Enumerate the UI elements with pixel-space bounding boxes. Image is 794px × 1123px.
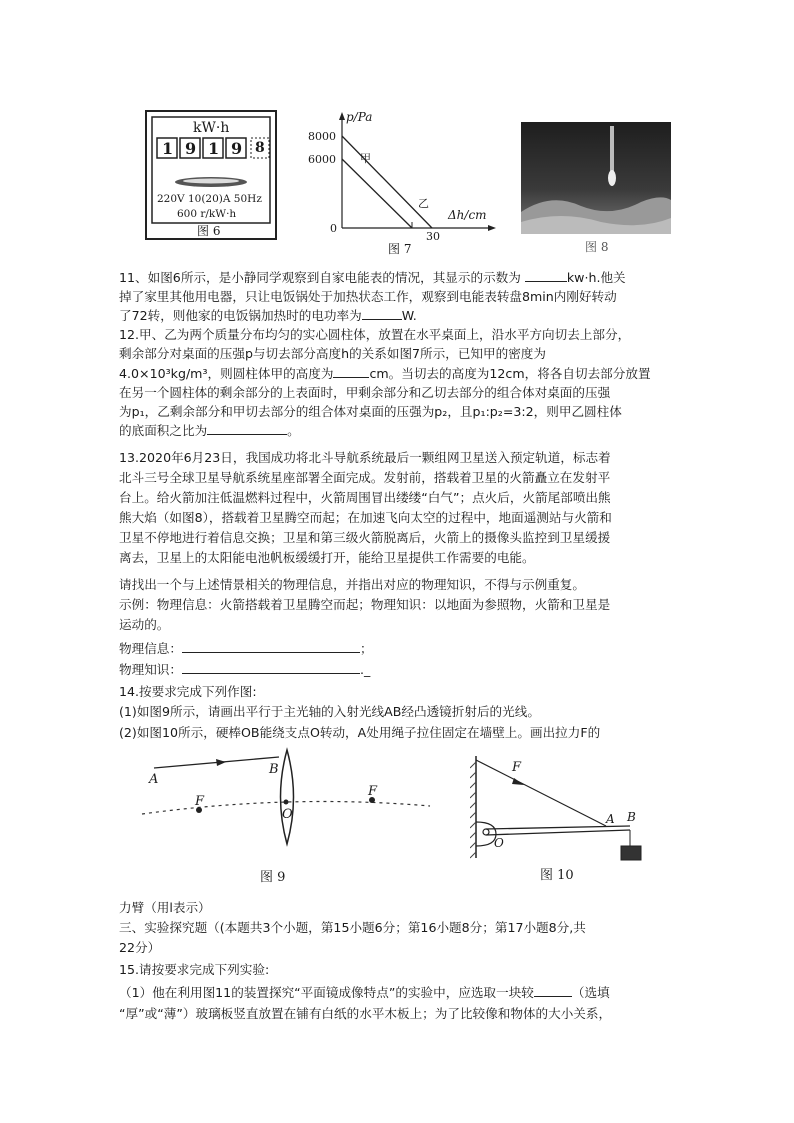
fig9-label-F-right: F [368,784,378,799]
figure-8-rocket-photo [521,122,671,254]
fig9-label-F-left: F [195,794,205,809]
q12-line-4: 在另一个圆柱体的剩余部分的上表面时，甲剩余部分和乙切去部分的组合体对桌面的压强 [119,385,611,400]
q11-line-2: 掉了家里其他用电器，只让电饭锅处于加热状态工作，观察到电能表转盘8min内刚好转动 [119,289,617,304]
q12-line-6: 的底面积之比为 。 [119,423,300,438]
q12-line-1: 12.甲、乙为两个质量分布均匀的实心圆柱体，放置在水平桌面上，沿水平方向切去上部分， [119,327,631,342]
q12-blank-height[interactable] [333,377,369,378]
meter-unit: kW·h [193,120,230,136]
q13-line-1: 13.2020年6月23日，我国成功将北斗导航系统最后一颗组网卫星送入预定轨道，标志着 [119,450,611,465]
meter-digit-4: 9 [231,139,243,158]
meter-digit-1: 1 [162,139,174,158]
q14-line-3: (2)如图10所示，硬棒OB能绕支点O转动，A处用绳子拉住固定在墙壁上。画出拉力F的 [119,725,601,740]
q13-line-6: 离去，卫星上的太阳能电池帆板缓缓打开，能给卫星提供工作需要的电能。 [119,550,535,565]
q14-line-1: 14.按要求完成下列作图: [119,684,257,699]
q11-line-1: 11、如图6所示，是小静同学观察到自家电能表的情况，其显示的示数为 kw·h.他关 [119,270,626,285]
fig10-label-F: F [512,760,522,775]
figure-9-caption: 图 9 [260,870,286,885]
q13-physics-knowledge-blank[interactable] [182,673,360,674]
meter-spec: 220V 10(20)A 50Hz [157,193,262,205]
fig10-label-O: O [494,836,504,850]
meter-rate: 600 r/kW·h [177,208,237,220]
figure-10-lever [470,752,660,886]
meter-digit-decimal: 8 [255,140,265,156]
q12-line-5: 为p₁，乙剩余部分和甲切去部分的组合体对桌面的压强为p₂，且p₁:p₂=3:2，则甲乙圆柱体 [119,404,622,419]
section-3-line-1: 三、实验探究题（(本题共3个小题，第15小题6分；第16小题8分；第17小题8分,共 [119,920,586,935]
fig10-label-B: B [627,810,636,824]
origin-label: 0 [330,222,337,235]
q11-blank-power[interactable] [362,319,402,320]
q15-line-3: “厚”或“薄”）玻璃板竖直放置在铺有白纸的水平木板上；为了比较像和物体的大小关系， [119,1006,612,1021]
q13-line-9: 运动的。 [119,617,170,632]
q13-line-3: 台上。给火箭加注低温燃料过程中，火箭周围冒出缕缕“白气”；点火后，火箭尾部喷出熊 [119,490,611,505]
q13-physics-info-row: 物理信息： ； [119,641,373,656]
series-label-jia: 甲 [360,152,371,165]
figure-8-caption: 图 8 [585,240,609,254]
q12-line-2: 剩余部分对桌面的压强p与切去部分高度h的关系如图7所示，已知甲的密度为 [119,346,546,361]
meter-digit-3: 1 [208,139,220,158]
q13-line-4: 熊大焰（如图8），搭载着卫星腾空而起；在加速飞向太空的过程中，地面遥测站与火箭和 [119,510,612,525]
fig9-label-A: A [149,772,159,787]
q11-line-3: 了72转，则他家的电饭锅加热时的电功率为 W. [119,308,417,323]
q15-blank-thickness[interactable] [534,996,572,997]
figure-7-caption: 图 7 [388,242,412,256]
q13-physics-knowledge-row: 物理知识： ._ [119,662,371,677]
meter-digit-2: 9 [185,139,197,158]
y-tick-8000: 8000 [308,130,336,143]
q12-line-3: 4.0×10³kg/m³，则圆柱体甲的高度为 cm。当切去的高度为12cm，将各自切去部分放置 [119,366,651,381]
figure-10-caption: 图 10 [540,868,574,883]
section-3-line-2: 22分） [119,940,161,955]
q13-physics-info-blank[interactable] [182,652,360,653]
y-tick-6000: 6000 [308,153,336,166]
q13-line-8: 示例：物理信息：火箭搭载着卫星腾空而起；物理知识：以地面为参照物，火箭和卫星是 [119,597,611,612]
y-axis-label: p/Pa [346,110,373,124]
q11-blank-reading[interactable] [525,281,567,282]
figure-9-convex-lens [138,742,438,888]
x-axis-label: Δh/cm [448,208,487,222]
fig9-label-O: O [282,807,293,822]
fig9-label-B: B [269,762,279,777]
q13-line-7: 请找出一个与上述情景相关的物理信息，并指出对应的物理知识，不得与示例重复。 [119,577,585,592]
q14-line-2: (1)如图9所示，请画出平行于主光轴的入射光线AB经凸透镜折射后的光线。 [119,704,540,719]
fig10-label-A: A [606,812,615,826]
figure-6-caption: 图 6 [197,224,221,238]
q14-line-4: 力臂（用l表示） [119,900,211,915]
q15-line-2: （1）他在利用图11的装置探究“平面镜成像特点”的实验中，应选取一块较 （选填 [119,985,610,1000]
figure-6-energy-meter [145,110,277,240]
series-label-yi: 乙 [418,197,429,210]
q13-line-2: 北斗三号全球卫星导航系统星座部署全面完成。发射前，搭载着卫星的火箭矗立在发射平 [119,470,611,485]
figure-7-pressure-graph [300,110,500,256]
q12-blank-area-ratio[interactable] [207,434,287,435]
q13-line-5: 卫星不停地进行着信息交换；卫星和第三级火箭脱离后，火箭上的摄像头监控到卫星缓援 [119,530,611,545]
x-tick-30: 30 [426,230,440,243]
q15-line-1: 15.请按要求完成下列实验: [119,962,270,977]
